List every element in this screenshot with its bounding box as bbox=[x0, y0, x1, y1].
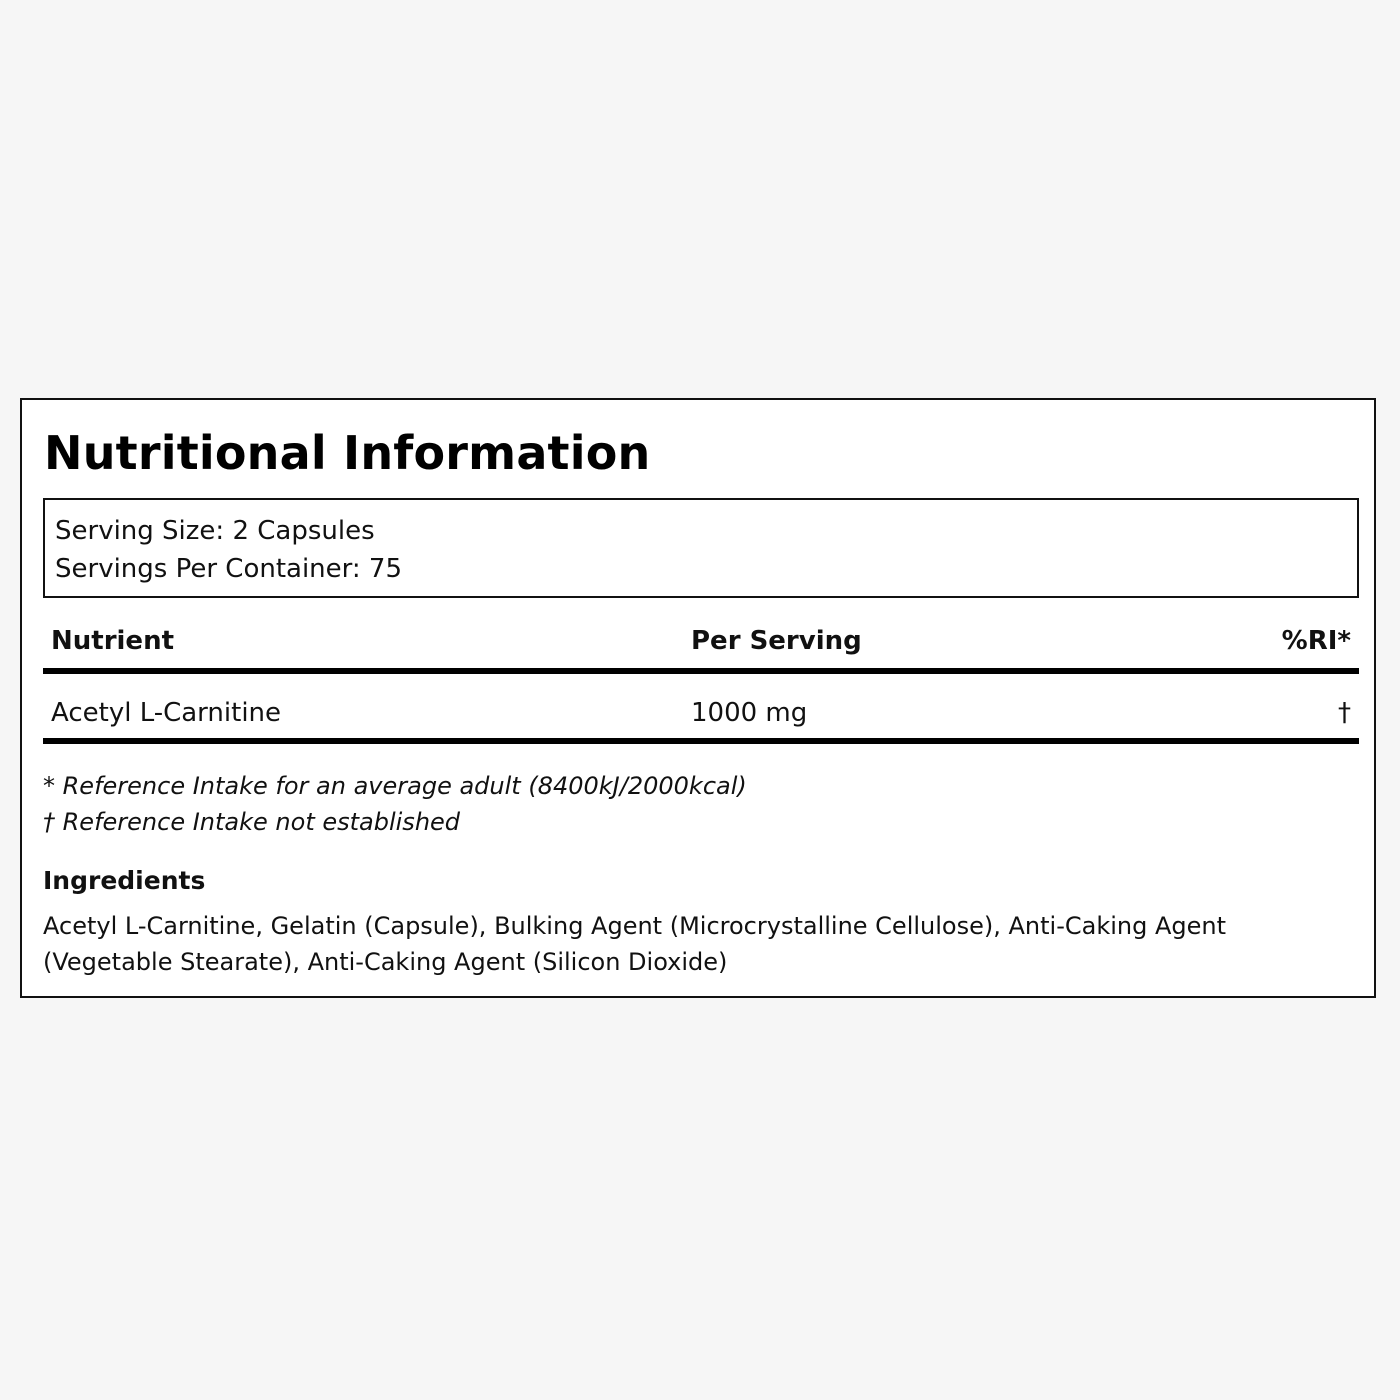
table-header-row bbox=[43, 618, 1359, 668]
row-ri: † bbox=[1338, 698, 1351, 728]
serving-size: Serving Size: 2 Capsules bbox=[55, 516, 375, 546]
panel-title: Nutritional Information bbox=[44, 426, 651, 480]
ingredients-heading: Ingredients bbox=[43, 866, 206, 895]
nutrient-table bbox=[43, 618, 1359, 744]
ingredients-text: Acetyl L-Carnitine, Gelatin (Capsule), Bulking Agent (Microcrystalline Cellulose), Anti-Caking Agent (Vegetable Stearate), Anti-Caking Agent (Silicon Dioxide) bbox=[43, 912, 1226, 976]
row-per-serving: 1000 mg bbox=[691, 698, 808, 728]
header-nutrient: Nutrient bbox=[51, 626, 175, 656]
servings-per-container: Servings Per Container: 75 bbox=[55, 554, 403, 584]
row-nutrient: Acetyl L-Carnitine bbox=[51, 698, 282, 728]
nutrition-panel bbox=[20, 398, 1376, 998]
table-bottom-divider bbox=[43, 738, 1359, 744]
header-ri: %RI* bbox=[1281, 626, 1351, 656]
serving-info-box bbox=[43, 498, 1359, 598]
table-row bbox=[43, 674, 1359, 738]
footnote-ri: * Reference Intake for an average adult (8400kJ/2000kcal) bbox=[43, 772, 747, 800]
footnotes bbox=[43, 768, 747, 840]
footnote-dagger: † Reference Intake not established bbox=[43, 808, 461, 836]
header-per-serving: Per Serving bbox=[691, 626, 862, 656]
